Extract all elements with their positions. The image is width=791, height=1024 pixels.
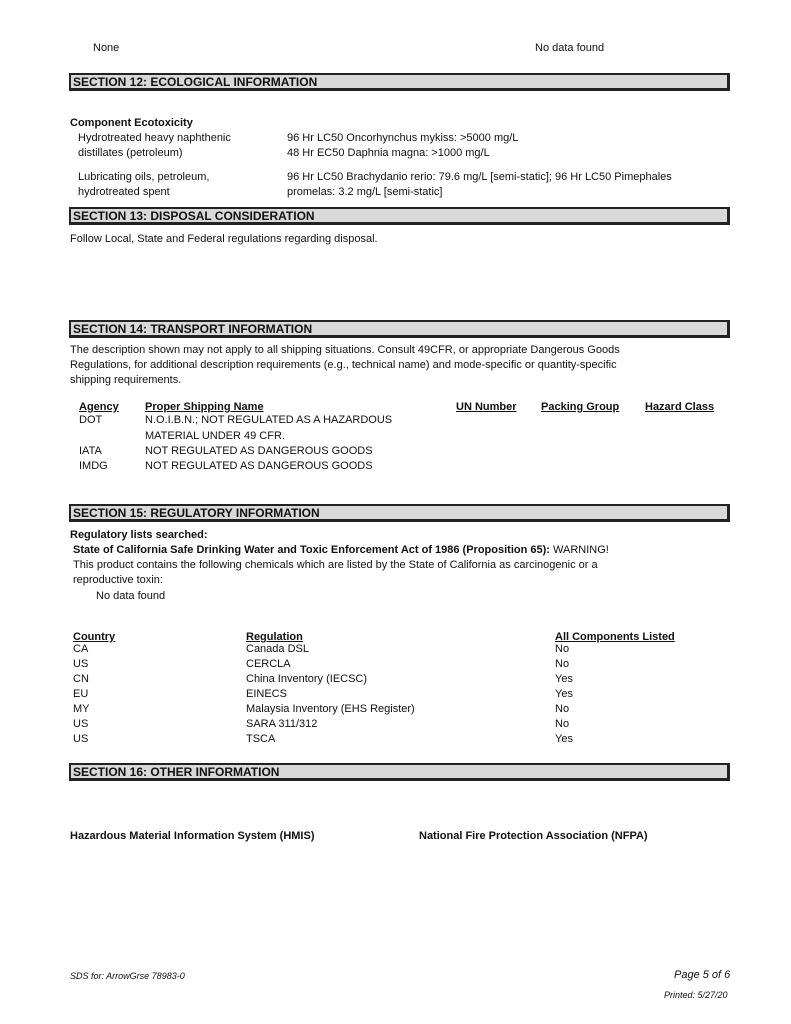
reg-row-country: MY — [73, 703, 90, 715]
eco-data-2-line-2: promelas: 3.2 mg/L [semi-static] — [287, 186, 443, 198]
footer-printed-date: Printed: 5/27/20 — [664, 990, 728, 1000]
section-14-title: SECTION 14: TRANSPORT INFORMATION — [73, 322, 313, 336]
reg-header-regulation: Regulation — [246, 631, 303, 643]
transport-psn-imdg: NOT REGULATED AS DANGEROUS GOODS — [145, 460, 373, 472]
transport-para-line-3: shipping requirements. — [70, 374, 182, 386]
section-12-header — [69, 73, 730, 91]
regulatory-lists-searched: Regulatory lists searched: — [70, 529, 208, 541]
transport-agency-imdg: IMDG — [79, 460, 108, 472]
reg-header-country: Country — [73, 631, 116, 643]
eco-data-2-line-1: 96 Hr LC50 Brachydanio rerio: 79.6 mg/L [semi-static]; 96 Hr LC50 Pimephales — [287, 171, 672, 183]
reg-row-country: EU — [73, 688, 89, 700]
transport-psn-iata: NOT REGULATED AS DANGEROUS GOODS — [145, 445, 373, 457]
reg-row-regulation: SARA 311/312 — [246, 718, 318, 730]
transport-header-hc: Hazard Class — [645, 401, 715, 413]
transport-agency-iata: IATA — [79, 445, 102, 457]
transport-psn-dot-line-1: N.O.I.B.N.; NOT REGULATED AS A HAZARDOUS — [145, 414, 393, 426]
reg-row-country: CN — [73, 673, 89, 685]
component-ecotoxicity-heading: Component Ecotoxicity — [70, 117, 193, 129]
reg-row-regulation: Canada DSL — [246, 643, 309, 655]
section-16-header — [69, 763, 730, 781]
reg-row-country: US — [73, 733, 89, 745]
prop65-text-line-1: This product contains the following chemicals which are listed by the State of California as carcinogenic or a — [73, 559, 598, 571]
nfpa-heading: National Fire Protection Association (NFPA) — [419, 830, 648, 842]
disposal-text: Follow Local, State and Federal regulations regarding disposal. — [70, 233, 378, 245]
transport-header-psn: Proper Shipping Name — [145, 401, 264, 413]
transport-para-line-1: The description shown may not apply to all shipping situations. Consult 49CFR, or appropriate Dangerous Goods — [70, 344, 620, 356]
reg-row-listed: No — [555, 643, 570, 655]
eco-component-1-line-1: Hydrotreated heavy naphthenic — [78, 132, 231, 144]
reg-row-regulation: China Inventory (IECSC) — [246, 673, 368, 685]
top-right-value: No data found — [535, 42, 605, 54]
reg-row-country: US — [73, 658, 89, 670]
eco-component-1-line-2: distillates (petroleum) — [78, 147, 183, 159]
hmis-heading: Hazardous Material Information System (HMIS) — [70, 830, 315, 842]
prop65-act-name: State of California Safe Drinking Water and Toxic Enforcement Act of 1986 (Proposition 65): — [73, 544, 550, 556]
reg-row-listed: No — [555, 658, 570, 670]
eco-data-1-line-2: 48 Hr EC50 Daphnia magna: >1000 mg/L — [287, 147, 490, 159]
transport-header-agency: Agency — [79, 401, 119, 413]
prop65-text-line-2: reproductive toxin: — [73, 574, 163, 586]
reg-row-listed: No — [555, 703, 570, 715]
reg-row-listed: Yes — [555, 733, 573, 745]
prop65-warning: WARNING! — [549, 544, 609, 556]
reg-row-listed: Yes — [555, 673, 573, 685]
section-15-header — [69, 504, 730, 522]
reg-row-country: CA — [73, 643, 89, 655]
section-13-title: SECTION 13: DISPOSAL CONSIDERATION — [73, 209, 315, 223]
reg-row-listed: Yes — [555, 688, 573, 700]
section-12-title: SECTION 12: ECOLOGICAL INFORMATION — [73, 75, 318, 89]
transport-header-un: UN Number — [456, 401, 517, 413]
section-15-title: SECTION 15: REGULATORY INFORMATION — [73, 506, 320, 520]
footer-page-number: Page 5 of 6 — [674, 969, 731, 981]
reg-row-regulation: TSCA — [246, 733, 276, 745]
transport-agency-dot: DOT — [79, 414, 103, 426]
section-14-header — [69, 320, 730, 338]
transport-psn-dot-line-2: MATERIAL UNDER 49 CFR. — [145, 430, 285, 442]
reg-row-country: US — [73, 718, 89, 730]
prop65-no-data: No data found — [96, 590, 166, 602]
eco-component-2-line-2: hydrotreated spent — [78, 186, 170, 198]
section-13-header — [69, 207, 730, 225]
eco-component-2-line-1: Lubricating oils, petroleum, — [78, 171, 210, 183]
reg-row-regulation: CERCLA — [246, 658, 291, 670]
footer-sds-id: SDS for: ArrowGrse 78983-0 — [70, 971, 185, 981]
prop65-statement — [73, 543, 609, 558]
reg-row-regulation: Malaysia Inventory (EHS Register) — [246, 703, 415, 715]
transport-header-pg: Packing Group — [541, 401, 620, 413]
eco-data-1-line-1: 96 Hr LC50 Oncorhynchus mykiss: >5000 mg/L — [287, 132, 519, 144]
reg-row-regulation: EINECS — [246, 688, 287, 700]
section-16-title: SECTION 16: OTHER INFORMATION — [73, 765, 280, 779]
reg-row-listed: No — [555, 718, 570, 730]
top-left-value: None — [93, 42, 120, 54]
transport-para-line-2: Regulations, for additional description requirements (e.g., technical name) and mode-specific or quantity-specific — [70, 359, 617, 371]
reg-header-listed: All Components Listed — [555, 631, 675, 643]
